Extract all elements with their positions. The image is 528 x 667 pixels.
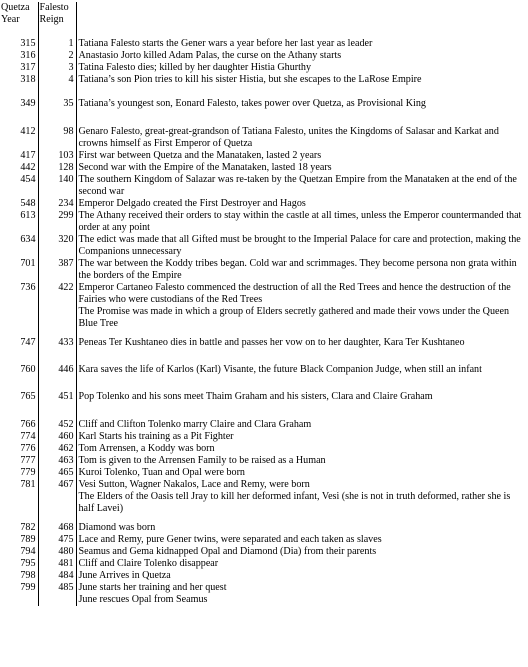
event-cell: June Arrives in Quetza (78, 570, 171, 581)
table-row (0, 582, 526, 594)
falesto-reign-cell: 480 (38, 546, 76, 558)
event-cell: Pop Tolenko and his sons meet Thaim Graham and his sisters, Clara and Claire Graham (78, 391, 433, 402)
table-row (0, 98, 526, 126)
quetza-year-cell: 613 (0, 210, 38, 234)
event-cell: The Athany received their orders to stay within the castle at all times, unless the Emperor countermanded that order at any point (78, 210, 522, 233)
event-cell: Karl Starts his training as a Pit Fighter (78, 431, 234, 442)
header-quetza-year: Quetza Year (0, 2, 38, 38)
event-cell: June starts her training and her quest (78, 582, 227, 593)
table-row (0, 391, 526, 419)
quetza-year-cell: 782 (0, 522, 38, 534)
quetza-year-cell: 412 (0, 126, 38, 150)
quetza-year-cell (0, 491, 38, 522)
quetza-year-cell: 442 (0, 162, 38, 174)
event-cell: The war between the Koddy tribes began. Cold war and scrimmages. They become persona non grata within the borders of the Empire (78, 258, 517, 281)
quetza-year-cell: 317 (0, 62, 38, 74)
quetza-year-cell: 736 (0, 282, 38, 306)
quetza-year-cell: 774 (0, 431, 38, 443)
falesto-reign-cell: 465 (38, 467, 76, 479)
falesto-reign-cell: 460 (38, 431, 76, 443)
table-row (0, 162, 526, 174)
quetza-year-cell: 349 (0, 98, 38, 126)
event-cell: Cliff and Clifton Tolenko marry Claire and Clara Graham (78, 419, 312, 430)
table-row (0, 258, 526, 282)
table-row (0, 546, 526, 558)
falesto-reign-cell: 433 (38, 337, 76, 364)
table-row (0, 522, 526, 534)
event-cell: Tom is given to the Arrensen Family to be raised as a Human (78, 455, 326, 466)
falesto-reign-cell: 4 (38, 74, 76, 98)
quetza-year-cell: 747 (0, 337, 38, 364)
falesto-reign-cell: 35 (38, 98, 76, 126)
falesto-reign-cell: 451 (38, 391, 76, 419)
quetza-year-cell (0, 306, 38, 337)
falesto-reign-cell: 103 (38, 150, 76, 162)
table-row (0, 467, 526, 479)
falesto-reign-cell: 422 (38, 282, 76, 306)
header-event (76, 2, 526, 38)
event-cell: The Promise was made in which a group of Elders secretly gathered and made their vows under the Queen Blue Tree (78, 306, 510, 329)
quetza-year-cell: 315 (0, 38, 38, 50)
falesto-reign-cell: 299 (38, 210, 76, 234)
event-cell: Tatina Falesto dies; killed by her daughter Histia Ghurthy (78, 62, 312, 73)
table-row (0, 419, 526, 431)
quetza-year-cell: 760 (0, 364, 38, 391)
falesto-reign-cell: 128 (38, 162, 76, 174)
table-row (0, 306, 526, 337)
table-row (0, 282, 526, 306)
table-row (0, 337, 526, 364)
quetza-year-cell: 318 (0, 74, 38, 98)
event-cell: Anastasio Jorto killed Adam Palas, the curse on the Athany starts (78, 50, 342, 61)
event-cell: Tatiana Falesto starts the Gener wars a year before her last year as leader (78, 38, 373, 49)
table-row (0, 210, 526, 234)
falesto-reign-cell (38, 306, 76, 337)
event-cell: Lace and Remy, pure Gener twins, were separated and each taken as slaves (78, 534, 382, 545)
quetza-year-cell: 795 (0, 558, 38, 570)
quetza-year-cell: 794 (0, 546, 38, 558)
table-row (0, 198, 526, 210)
falesto-reign-cell: 475 (38, 534, 76, 546)
falesto-reign-cell: 320 (38, 234, 76, 258)
falesto-reign-cell: 452 (38, 419, 76, 431)
event-cell: Kuroi Tolenko, Tuan and Opal were born (78, 467, 245, 478)
event-cell: Peneas Ter Kushtaneo dies in battle and passes her vow on to her daughter, Kara Ter Kushtaneo (78, 337, 465, 348)
table-row (0, 174, 526, 198)
table-header-row (0, 2, 526, 38)
table-row (0, 558, 526, 570)
table-row (0, 431, 526, 443)
quetza-year-cell: 316 (0, 50, 38, 62)
event-cell: Tatiana’s son Pion tries to kill his sister Histia, but she escapes to the LaRose Empire (78, 74, 422, 85)
quetza-year-cell: 798 (0, 570, 38, 582)
quetza-year-cell: 548 (0, 198, 38, 210)
quetza-year-cell: 777 (0, 455, 38, 467)
falesto-reign-cell: 467 (38, 479, 76, 491)
event-cell: Second war with the Empire of the Manataken, lasted 18 years (78, 162, 332, 173)
falesto-reign-cell: 481 (38, 558, 76, 570)
table-row (0, 50, 526, 62)
quetza-year-cell: 417 (0, 150, 38, 162)
event-cell: Emperor Delgado created the First Destroyer and Hagos (78, 198, 306, 209)
falesto-reign-cell: 387 (38, 258, 76, 282)
quetza-year-cell: 776 (0, 443, 38, 455)
timeline-table (0, 2, 526, 606)
event-cell: Genaro Falesto, great-great-grandson of Tatiana Falesto, unites the Kingdoms of Salasar and Karkat and crowns himself as First Emperor of Quetza (78, 126, 499, 149)
event-cell: The Elders of the Oasis tell Jray to kill her deformed infant, Vesi (she is not in truth deformed, rather she is half Lavei) (78, 491, 511, 514)
event-cell: Cliff and Claire Tolenko disappear (78, 558, 219, 569)
quetza-year-cell: 454 (0, 174, 38, 198)
table-row (0, 479, 526, 491)
table-row (0, 234, 526, 258)
event-cell: Seamus and Gema kidnapped Opal and Diamond (Dia) from their parents (78, 546, 377, 557)
table-row (0, 62, 526, 74)
quetza-year-cell: 765 (0, 391, 38, 419)
quetza-year-cell: 634 (0, 234, 38, 258)
event-cell: The southern Kingdom of Salazar was re-taken by the Quetzan Empire from the Manataken at the end of the second war (78, 174, 517, 197)
event-cell: The edict was made that all Gifted must be brought to the Imperial Palace for care and protection, making the Companions unnecessary (78, 234, 521, 257)
table-row (0, 594, 526, 606)
falesto-reign-cell: 98 (38, 126, 76, 150)
falesto-reign-cell: 468 (38, 522, 76, 534)
table-row (0, 455, 526, 467)
event-cell: Tom Arrensen, a Koddy was born (78, 443, 215, 454)
falesto-reign-cell: 3 (38, 62, 76, 74)
event-cell: Kara saves the life of Karlos (Karl) Visante, the future Black Companion Judge, when still an infant (78, 364, 482, 375)
falesto-reign-cell: 463 (38, 455, 76, 467)
event-cell: Vesi Sutton, Wagner Nakalos, Lace and Remy, were born (78, 479, 310, 490)
event-cell: Diamond was born (78, 522, 156, 533)
table-row (0, 443, 526, 455)
event-cell: June rescues Opal from Seamus (78, 594, 208, 605)
quetza-year-cell: 701 (0, 258, 38, 282)
quetza-year-cell: 766 (0, 419, 38, 431)
falesto-reign-cell: 2 (38, 50, 76, 62)
quetza-year-cell: 779 (0, 467, 38, 479)
header-falesto-reign: Falesto Reign (38, 2, 76, 38)
quetza-year-cell (0, 594, 38, 606)
table-row (0, 534, 526, 546)
table-row (0, 491, 526, 522)
event-cell: Tatiana’s youngest son, Eonard Falesto, takes power over Quetza, as Provisional King (78, 98, 426, 109)
falesto-reign-cell: 462 (38, 443, 76, 455)
table-row (0, 150, 526, 162)
falesto-reign-cell: 234 (38, 198, 76, 210)
quetza-year-cell: 781 (0, 479, 38, 491)
falesto-reign-cell: 485 (38, 582, 76, 594)
falesto-reign-cell: 1 (38, 38, 76, 50)
table-row (0, 364, 526, 391)
falesto-reign-cell: 446 (38, 364, 76, 391)
falesto-reign-cell: 140 (38, 174, 76, 198)
table-row (0, 38, 526, 50)
event-cell: Emperor Cartaneo Falesto commenced the destruction of all the Red Trees and hence the destruction of the Fairies who were custodians of the Red Trees (78, 282, 511, 305)
falesto-reign-cell (38, 491, 76, 522)
quetza-year-cell: 789 (0, 534, 38, 546)
table-row (0, 570, 526, 582)
quetza-year-cell: 799 (0, 582, 38, 594)
falesto-reign-cell: 484 (38, 570, 76, 582)
timeline-rows (0, 38, 526, 606)
table-row (0, 74, 526, 98)
table-row (0, 126, 526, 150)
event-cell: First war between Quetza and the Manataken, lasted 2 years (78, 150, 322, 161)
falesto-reign-cell (38, 594, 76, 606)
